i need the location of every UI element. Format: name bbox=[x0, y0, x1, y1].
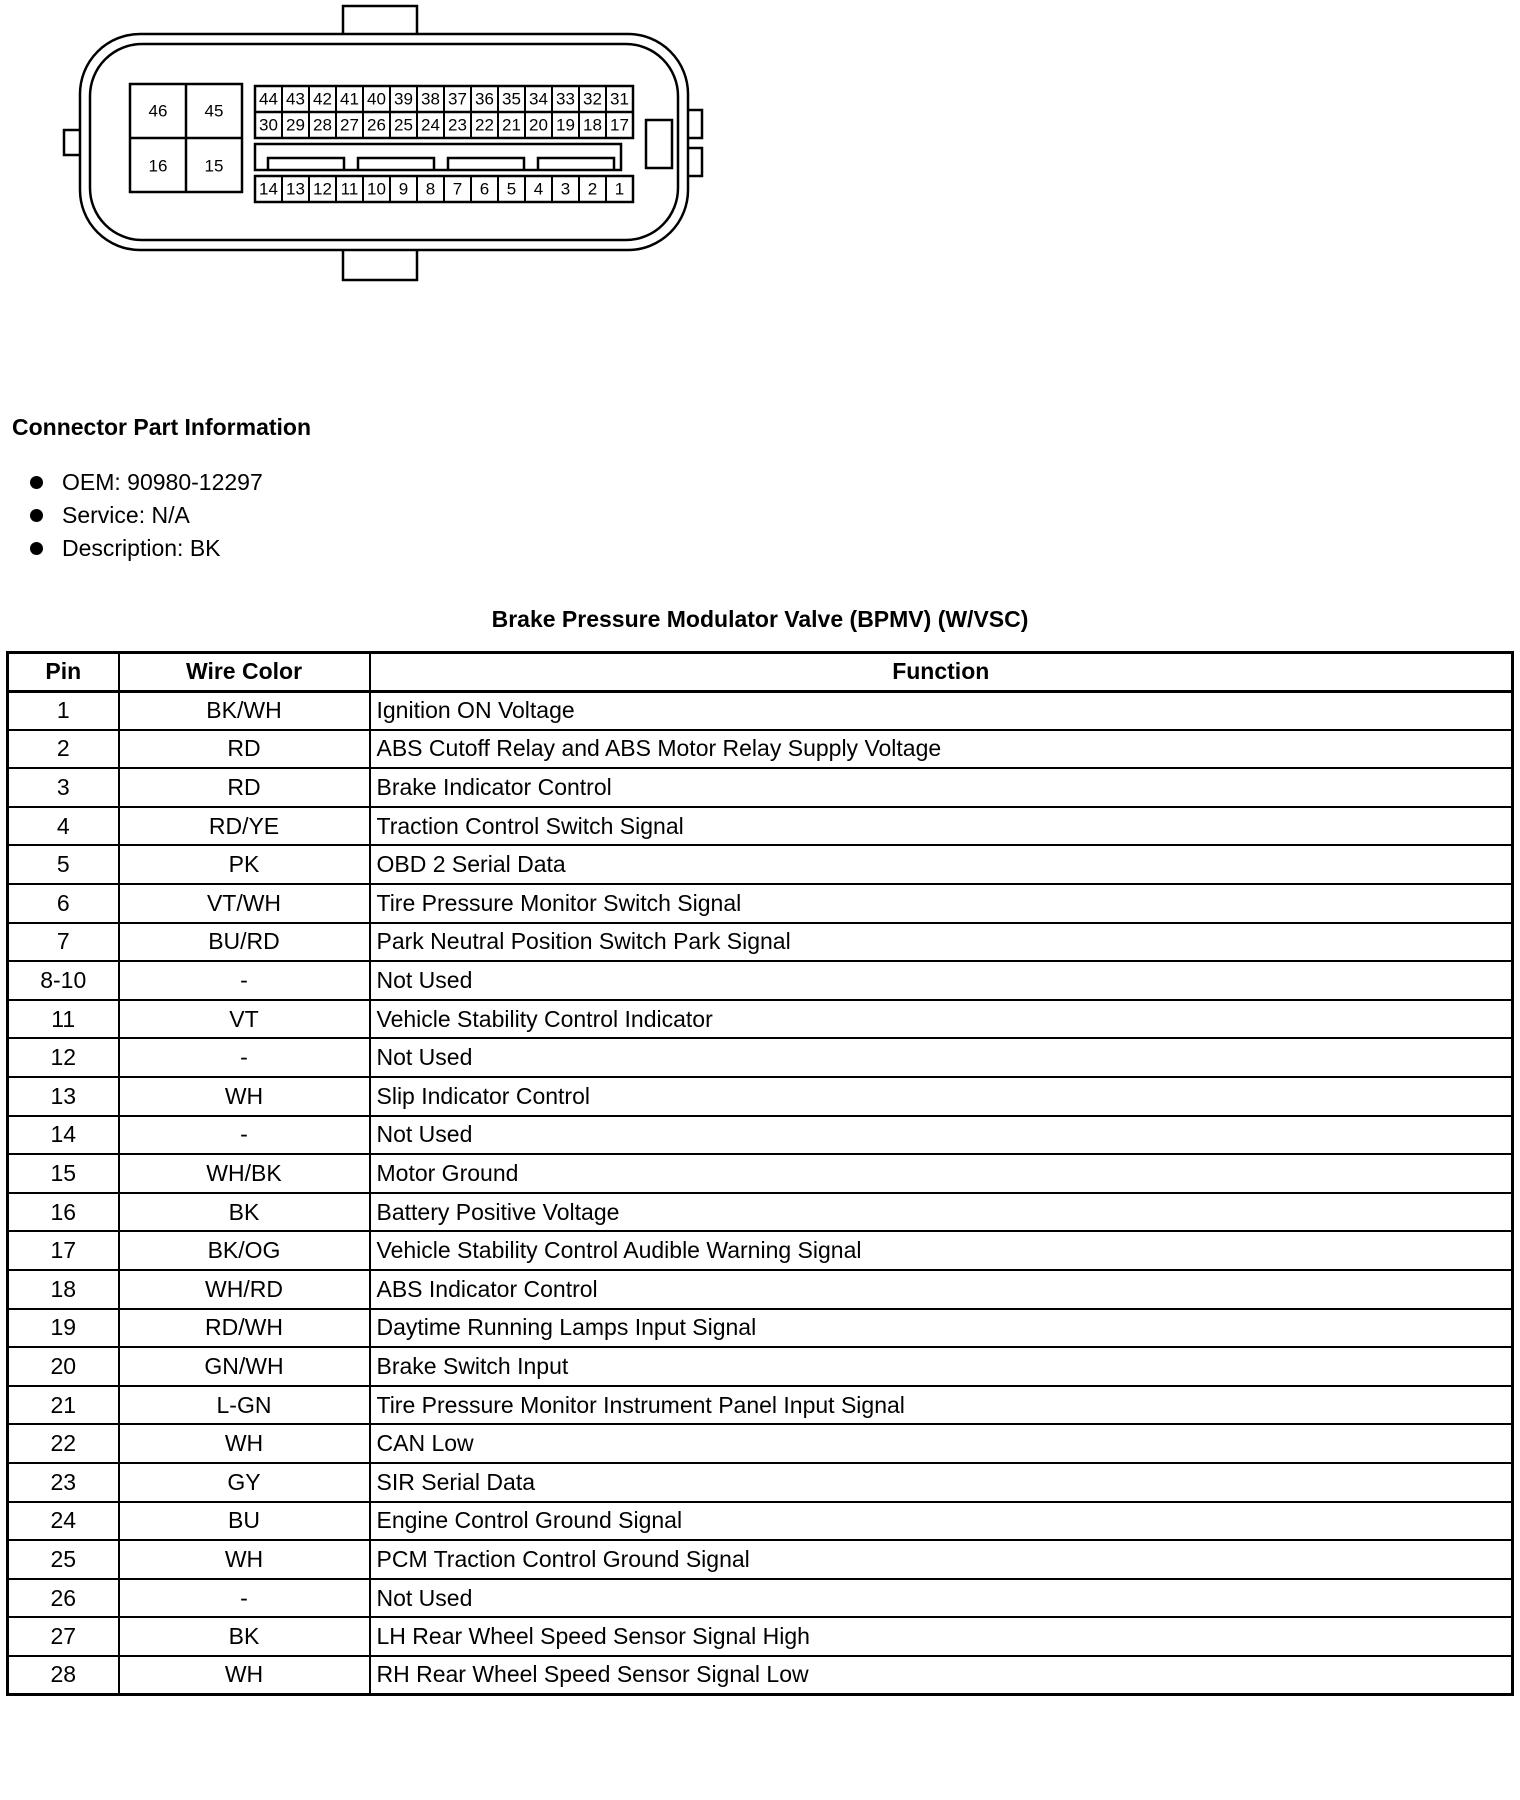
table-row bbox=[8, 884, 1513, 923]
pin-label: 40 bbox=[367, 89, 386, 109]
cell-wire-color: L-GN bbox=[119, 1386, 370, 1425]
pin-label: 6 bbox=[479, 179, 490, 199]
pin-label: 21 bbox=[502, 115, 521, 135]
cell-pin: 25 bbox=[8, 1540, 119, 1579]
table-title: Brake Pressure Modulator Valve (BPMV) (W/VSC) bbox=[491, 606, 1029, 632]
cell-function: RH Rear Wheel Speed Sensor Signal Low bbox=[370, 1656, 1513, 1695]
cell-wire-color: WH bbox=[119, 1540, 370, 1579]
cell-wire-color: RD/WH bbox=[119, 1309, 370, 1348]
pin-label: 2 bbox=[587, 179, 598, 199]
pin-label: 34 bbox=[529, 89, 548, 109]
cell-function: Daytime Running Lamps Input Signal bbox=[370, 1309, 1513, 1348]
table-row bbox=[8, 1154, 1513, 1193]
cell-pin: 26 bbox=[8, 1579, 119, 1618]
cell-pin: 5 bbox=[8, 845, 119, 884]
pin-label: 26 bbox=[367, 115, 386, 135]
table-row bbox=[8, 1077, 1513, 1116]
table-row bbox=[8, 845, 1513, 884]
pin-label: 17 bbox=[610, 115, 629, 135]
cell-wire-color: PK bbox=[119, 845, 370, 884]
cell-wire-color: BK bbox=[119, 1617, 370, 1656]
table-row bbox=[8, 1386, 1513, 1425]
cell-function: Park Neutral Position Switch Park Signal bbox=[370, 923, 1513, 962]
connector-diagram bbox=[0, 0, 720, 290]
pin-label: 19 bbox=[556, 115, 575, 135]
cell-function: PCM Traction Control Ground Signal bbox=[370, 1540, 1513, 1579]
cell-wire-color: - bbox=[119, 1579, 370, 1618]
cell-pin: 8-10 bbox=[8, 961, 119, 1000]
pin-label: 4 bbox=[533, 179, 544, 199]
cell-function: Not Used bbox=[370, 1579, 1513, 1618]
pin-label: 23 bbox=[448, 115, 467, 135]
cell-wire-color: RD bbox=[119, 768, 370, 807]
cell-wire-color: GY bbox=[119, 1463, 370, 1502]
pin-label: 35 bbox=[502, 89, 521, 109]
pin-label: 7 bbox=[452, 179, 463, 199]
cell-pin: 14 bbox=[8, 1116, 119, 1155]
cell-function: Traction Control Switch Signal bbox=[370, 807, 1513, 846]
table-row bbox=[8, 691, 1513, 730]
pin-label: 9 bbox=[398, 179, 409, 199]
cell-wire-color: VT bbox=[119, 1000, 370, 1039]
cell-wire-color: - bbox=[119, 961, 370, 1000]
table-row bbox=[8, 1038, 1513, 1077]
cell-wire-color: BK/OG bbox=[119, 1231, 370, 1270]
pin-label: 18 bbox=[583, 115, 602, 135]
pin-label: 42 bbox=[313, 89, 332, 109]
pin-label: 24 bbox=[421, 115, 440, 135]
table-row bbox=[8, 1502, 1513, 1541]
cell-wire-color: GN/WH bbox=[119, 1347, 370, 1386]
pin-label: 44 bbox=[259, 89, 278, 109]
pin-label: 13 bbox=[286, 179, 305, 199]
pin-label: 31 bbox=[610, 89, 629, 109]
table-row bbox=[8, 1424, 1513, 1463]
cell-function: ABS Indicator Control bbox=[370, 1270, 1513, 1309]
table-row bbox=[8, 1656, 1513, 1695]
part-info-description bbox=[30, 532, 263, 565]
table-row bbox=[8, 1540, 1513, 1579]
cell-function: Not Used bbox=[370, 961, 1513, 1000]
cell-function: Slip Indicator Control bbox=[370, 1077, 1513, 1116]
cell-wire-color: WH bbox=[119, 1424, 370, 1463]
cell-pin: 1 bbox=[8, 691, 119, 730]
header-pin: Pin bbox=[8, 653, 119, 692]
cell-pin: 7 bbox=[8, 923, 119, 962]
cell-pin: 3 bbox=[8, 768, 119, 807]
bullet-icon bbox=[30, 542, 43, 555]
cell-function: Brake Indicator Control bbox=[370, 768, 1513, 807]
cell-wire-color: RD bbox=[119, 730, 370, 769]
pin-label: 30 bbox=[259, 115, 278, 135]
cell-function: ABS Cutoff Relay and ABS Motor Relay Supply Voltage bbox=[370, 730, 1513, 769]
table-row bbox=[8, 730, 1513, 769]
pin-label: 10 bbox=[367, 179, 386, 199]
cell-wire-color: RD/YE bbox=[119, 807, 370, 846]
part-info-service bbox=[30, 499, 263, 532]
cell-function: SIR Serial Data bbox=[370, 1463, 1513, 1502]
pin-label: 28 bbox=[313, 115, 332, 135]
pin-label: 39 bbox=[394, 89, 413, 109]
cell-function: CAN Low bbox=[370, 1424, 1513, 1463]
cell-pin: 19 bbox=[8, 1309, 119, 1348]
cell-function: OBD 2 Serial Data bbox=[370, 845, 1513, 884]
pin-label: 33 bbox=[556, 89, 575, 109]
pin-label: 36 bbox=[475, 89, 494, 109]
cell-function: Motor Ground bbox=[370, 1154, 1513, 1193]
cell-pin: 24 bbox=[8, 1502, 119, 1541]
cavity-label: 45 bbox=[204, 101, 224, 121]
table-header-row bbox=[8, 653, 1513, 692]
cell-wire-color: BK bbox=[119, 1193, 370, 1232]
cell-wire-color: WH bbox=[119, 1656, 370, 1695]
cell-wire-color: WH bbox=[119, 1077, 370, 1116]
cell-function: Vehicle Stability Control Audible Warning Signal bbox=[370, 1231, 1513, 1270]
pin-label: 37 bbox=[448, 89, 467, 109]
table-row bbox=[8, 923, 1513, 962]
bullet-icon bbox=[30, 476, 43, 489]
table-row bbox=[8, 961, 1513, 1000]
cell-pin: 6 bbox=[8, 884, 119, 923]
table-row bbox=[8, 1579, 1513, 1618]
header-function: Function bbox=[370, 653, 1513, 692]
pin-label: 14 bbox=[259, 179, 278, 199]
table-row bbox=[8, 1193, 1513, 1232]
pin-label: 3 bbox=[560, 179, 571, 199]
cell-pin: 22 bbox=[8, 1424, 119, 1463]
cell-pin: 18 bbox=[8, 1270, 119, 1309]
table-row bbox=[8, 1617, 1513, 1656]
cell-pin: 27 bbox=[8, 1617, 119, 1656]
cell-wire-color: VT/WH bbox=[119, 884, 370, 923]
cell-pin: 16 bbox=[8, 1193, 119, 1232]
cell-pin: 21 bbox=[8, 1386, 119, 1425]
pinout-table bbox=[6, 651, 1514, 1696]
cell-pin: 13 bbox=[8, 1077, 119, 1116]
table-row bbox=[8, 1270, 1513, 1309]
table-row bbox=[8, 1347, 1513, 1386]
cell-pin: 12 bbox=[8, 1038, 119, 1077]
pin-label: 22 bbox=[475, 115, 494, 135]
part-info-oem bbox=[30, 466, 263, 499]
cell-pin: 4 bbox=[8, 807, 119, 846]
cell-wire-color: BU bbox=[119, 1502, 370, 1541]
pin-label: 29 bbox=[286, 115, 305, 135]
pin-label: 32 bbox=[583, 89, 602, 109]
cell-function: Not Used bbox=[370, 1116, 1513, 1155]
header-wire-color: Wire Color bbox=[119, 653, 370, 692]
cell-pin: 28 bbox=[8, 1656, 119, 1695]
part-info-text: Service: N/A bbox=[62, 502, 190, 528]
cell-function: Engine Control Ground Signal bbox=[370, 1502, 1513, 1541]
cell-wire-color: WH/BK bbox=[119, 1154, 370, 1193]
table-row bbox=[8, 807, 1513, 846]
table-row bbox=[8, 1309, 1513, 1348]
cell-function: Battery Positive Voltage bbox=[370, 1193, 1513, 1232]
pin-label: 38 bbox=[421, 89, 440, 109]
pin-label: 43 bbox=[286, 89, 305, 109]
table-row bbox=[8, 768, 1513, 807]
cell-pin: 17 bbox=[8, 1231, 119, 1270]
part-info-text: OEM: 90980-12297 bbox=[62, 469, 263, 495]
connector-part-info-heading: Connector Part Information bbox=[12, 414, 312, 440]
part-info-text: Description: BK bbox=[62, 535, 221, 561]
cell-pin: 2 bbox=[8, 730, 119, 769]
pin-label: 8 bbox=[425, 179, 436, 199]
cell-function: Tire Pressure Monitor Switch Signal bbox=[370, 884, 1513, 923]
pin-label: 27 bbox=[340, 115, 359, 135]
cell-wire-color: BU/RD bbox=[119, 923, 370, 962]
cell-wire-color: BK/WH bbox=[119, 691, 370, 730]
cell-wire-color: - bbox=[119, 1038, 370, 1077]
bullet-icon bbox=[30, 509, 43, 522]
part-info-list bbox=[30, 466, 263, 565]
cell-function: Vehicle Stability Control Indicator bbox=[370, 1000, 1513, 1039]
cell-pin: 15 bbox=[8, 1154, 119, 1193]
pin-label: 25 bbox=[394, 115, 413, 135]
cell-function: Ignition ON Voltage bbox=[370, 691, 1513, 730]
cell-wire-color: WH/RD bbox=[119, 1270, 370, 1309]
cavity-label: 15 bbox=[204, 156, 224, 176]
table-row bbox=[8, 1000, 1513, 1039]
cell-function: LH Rear Wheel Speed Sensor Signal High bbox=[370, 1617, 1513, 1656]
pin-label: 20 bbox=[529, 115, 548, 135]
pin-label: 41 bbox=[340, 89, 359, 109]
cell-wire-color: - bbox=[119, 1116, 370, 1155]
table-row bbox=[8, 1231, 1513, 1270]
pin-label: 11 bbox=[340, 179, 359, 199]
pin-label: 1 bbox=[614, 179, 625, 199]
cell-function: Tire Pressure Monitor Instrument Panel Input Signal bbox=[370, 1386, 1513, 1425]
cell-function: Not Used bbox=[370, 1038, 1513, 1077]
cell-pin: 11 bbox=[8, 1000, 119, 1039]
cell-pin: 23 bbox=[8, 1463, 119, 1502]
cavity-label: 16 bbox=[148, 156, 168, 176]
pin-label: 12 bbox=[313, 179, 332, 199]
pin-label: 5 bbox=[506, 179, 517, 199]
cell-function: Brake Switch Input bbox=[370, 1347, 1513, 1386]
table-row bbox=[8, 1463, 1513, 1502]
table-row bbox=[8, 1116, 1513, 1155]
cavity-label: 46 bbox=[148, 101, 168, 121]
cell-pin: 20 bbox=[8, 1347, 119, 1386]
